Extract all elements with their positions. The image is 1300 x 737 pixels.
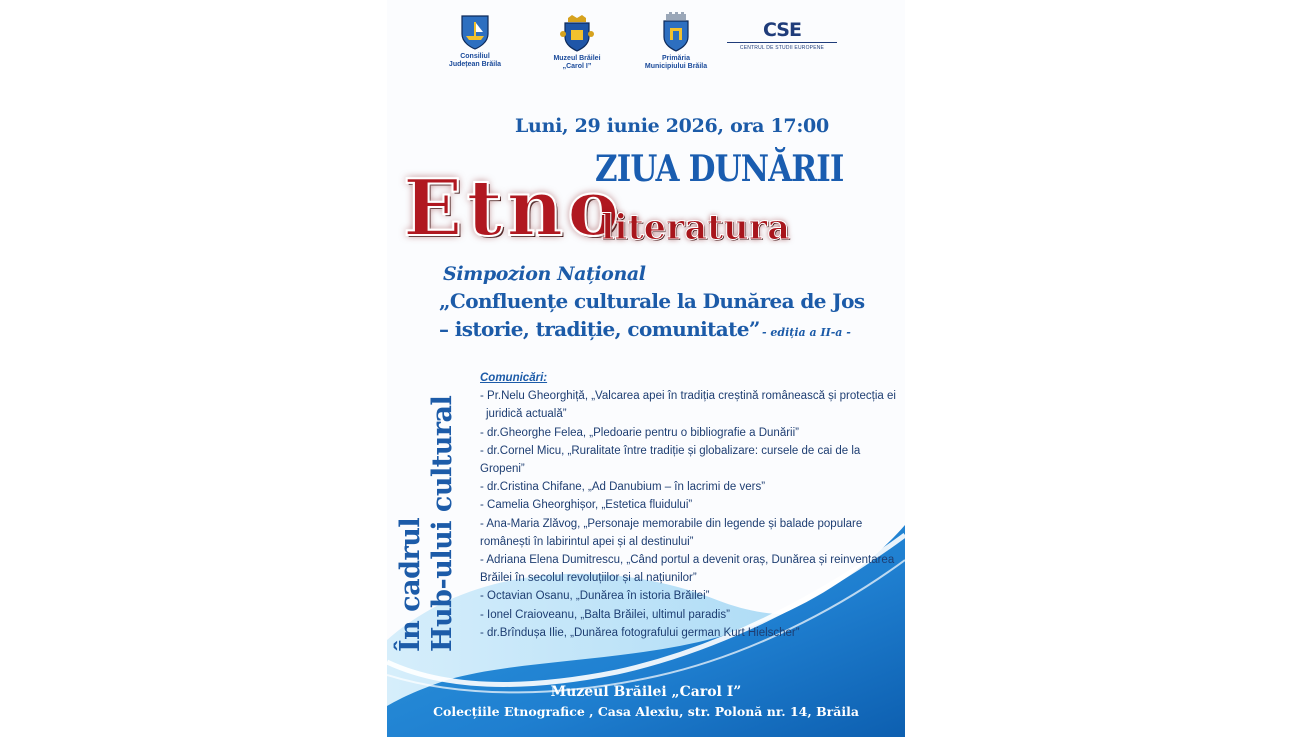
event-title: ZIUA DUNĂRII [595,148,844,190]
venue-name: Muzeul Brăilei „Carol I” [550,684,742,700]
list-item: - Octavian Osanu, „Dunărea în istoria Brăilei” [480,590,710,603]
cse-mark: CSE [763,19,801,41]
list-item: Gropeni” [480,463,525,476]
list-item: - Adriana Elena Dumitrescu, „Când portul a devenit oraș, Dunărea și reinventarea [480,554,895,567]
vertical-line-2: Hub-ului cultural [427,395,458,652]
theme-line-1: „Confluențe culturale la Dunărea de Jos [439,289,865,313]
theme-line-2: – istorie, tradiție, comunitate” [439,317,760,341]
consiliu-judetean-logo [437,14,513,69]
primaria-label: Primăria Municipiului Brăila [644,55,708,70]
edition-label: - ediția a II-a - [762,326,851,339]
venue-address: Colecțiile Etnografice , Casa Alexiu, str. Polonă nr. 14, Brăila [433,704,859,719]
muzeul-brailei-logo [539,14,615,71]
list-item: românești în labirintul apei și al destinului” [480,535,694,548]
vertical-line-1: În cadrul [395,517,426,652]
cse-logo [727,20,837,52]
list-item: - dr.Brîndușa Ilie, „Dunărea fotografului german Kurt Hielscher” [480,626,800,639]
muzeu-label: Muzeul Brăilei „Carol I” [553,55,601,70]
list-item: - Camelia Gheorghișor, „Estetica fluidului” [480,499,693,512]
primaria-logo [632,12,720,71]
city-crest-icon [661,12,691,52]
communications-heading: Comunicări: [480,372,548,384]
list-item: - dr.Cristina Chifane, „Ad Danubium – în lacrimi de vers” [480,481,766,494]
hub-cultural-vertical [395,396,459,652]
list-item: - dr.Cornel Micu, „Ruralitate între tradiție și globalizare: cursele de cai de la [480,444,861,457]
communications-list [480,369,900,642]
symposium-label: Simpozion Național [443,263,646,285]
cse-subtitle: CENTRUL DE STUDII EUROPENE [727,42,837,52]
event-date-line: Luni, 29 iunie 2026, ora 17:00 [515,115,829,137]
list-item: - Pr.Nelu Gheorghiță, „Valcarea apei în tradiția creștină românească și protecția ei [480,390,896,403]
museum-crest-icon [560,14,594,52]
list-item: juridică actuală” [486,408,567,421]
etno-brand-word: Etno [403,163,624,254]
consiliu-label: Consiliul Județean Brăila [448,53,502,68]
list-item: - dr.Gheorghe Felea, „Pledoarie pentru o bibliografie a Dunării” [480,426,799,439]
list-item: - Ionel Craioveanu, „Balta Brăilei, ultimul paradis” [480,608,730,621]
literatura-brand-word: literatura [601,207,790,248]
list-item: - Ana-Maria Zlăvog, „Personaje memorabile din legende și balade populare [480,517,863,530]
event-poster [387,0,905,737]
county-crest-icon [460,14,490,50]
list-item: Brăilei în secolul revoluțiilor și al națiunilor” [480,572,697,585]
